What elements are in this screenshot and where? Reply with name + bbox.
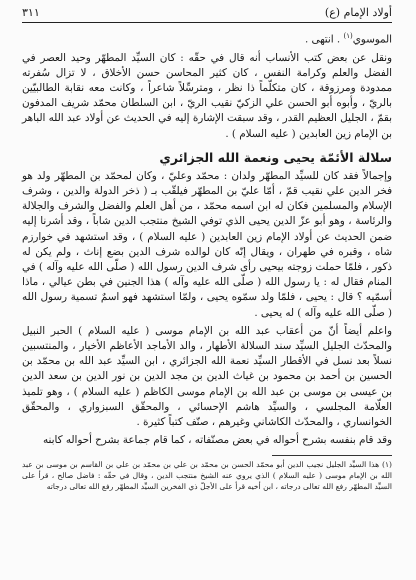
section-heading: سلالة الأئمّة يحيى ونعمة الله الجزائري xyxy=(159,149,392,165)
footnote-divider xyxy=(272,455,392,456)
body-paragraph-4: وقد قام بنفسه بشرح أحواله في بعض مصنّفاته ، كما قام جماعة بشرح أحواله كابنه xyxy=(43,434,392,447)
paragraph-continuation-text: الموسوي xyxy=(352,33,392,46)
body-paragraph-3: واعلم أيضاً أنّ من أعقاب عبد الله بن الإمام موسى ( عليه السلام ) الحبر النبيل والمحدّث الجليل السيِّد سند السلالة الأطهار ، والد الأماجد الأعاظم الأخيار ، والمنتسبين نسلاً بعد نسل في الأقطار السيِّد نعمة الله الجزائري ، ابن السيِّد عبد الله بن محمّد بن الحسين بن أحمد بن محمود بن غياث الدين بن مجد الدين بن نور الدين بن سعد الدين بن عيسى بن موسى بن عبد الله بن الإمام موسى الكاظم ( عليه السلام ) ، وهو تلميذ العلّامة المجلسي ، والسيِّد هاشم الإحسائي ، والمحقّق السبزواري ، والمحقّق الخوانساري ، والمحدّث الكاشاني وغيرهم ، صنّف كتباً كثيرة . xyxy=(22,324,392,429)
header-divider xyxy=(22,22,392,23)
paragraph-continuation-tail: . انتهى . xyxy=(304,33,341,46)
page-number: ٣١١ xyxy=(22,6,40,19)
paragraph-continuation xyxy=(22,29,392,48)
footnote-reference: (١) xyxy=(343,32,353,40)
running-header xyxy=(22,6,392,20)
body-paragraph-2: وإجمالاً فقد كان للسيِّد المطهّر ولدان : محمّد وعليّ ، وكان لمحمّد بن المطهّر ولد هو فخر الدين علي نقيب قمّ ، أمّا عليّ بن المطهّر فيلقّب بـ ( ذخر الدولة والدين ، وشرف الإسلام والمسلمين فكان له ابن اسمه محمّد ، من أهل العلم والفضل والشرف والجلالة والرئاسة ، وهو أبو عزّ الدين يحيى الذي توفي الشيخ منتجب الدين شاباً ، وقد أشرنا إليه ضمن الحديث عن أولاد الإمام زين العابدين ( عليه السلام ) ، وقد استشهد في خوارزم شاه ، وقبره في طهران ، ويقال إنّه كان لوالده شرف الدين بضع إناث ، ولم يكن له ذكور ، فلمّا حملت زوجته بيحيى رأى شرف الدين رسول الله ( صلّى الله عليه وآله ) في المنام فقال له : يا رسول الله ( صلّى الله عليه وآله ) هذا الجنين في بطن عيالي ، ماذا أسمّيه ؟ قال : يحيى ، فلمّا ولد سمّوه يحيى ، ولمّا استشهد فهو اسمٌ تسمية رسول الله ( صلّى الله عليه وآله ) له يحيى . xyxy=(22,169,392,319)
running-header-title: أولاد الإمام (ع) xyxy=(324,6,392,19)
body-paragraph-1: ونقل عن بعض كتب الأنساب أنه قال في حقّه : كان السيِّد المطهّر وحيد العصر في الفضل والعلم وكرامة النفس ، كان كثير المحاسن حسن الأخلاق ، لا تزال سُفرته ممدودة ومرزوقة ، كان متكلّماً ذا نظر ، ومترسِّلاً شاعراً ، وكانت معه نقابة الطالبيّين بالريّ ، وأبوه أبو الحسن علي الزكيّ نقيب الريّ ، ابن السلطان محمّد شريف المدفون بقمّ ، الجليل العظيم القدر ، وقد سبقت الإشارة إليه في الحديث عن أولاد عبد الله الباهر بن الإمام زين العابدين ( عليه السلام ) . xyxy=(22,51,392,140)
footnote: (١) هذا السيِّد الجليل نجيب الدين أبو محمّد الحسن بن محمّد بن علي بن محمّد بن علي بن القاسم بن موسى بن عبد الله بن الإمام موسى ( عليه السلام ) الذي يروي عنه الشيخ منتجب الدين ، وقال في حقّه : فاضل صالح ، قرأ على السيِّد المطهّر رفع الله تعالى درجاته ، ابن أخيه قرأ على الأجلّ ذي الفخرين السيِّد المطهّر رفع الله تعالى درجاته xyxy=(22,459,392,491)
